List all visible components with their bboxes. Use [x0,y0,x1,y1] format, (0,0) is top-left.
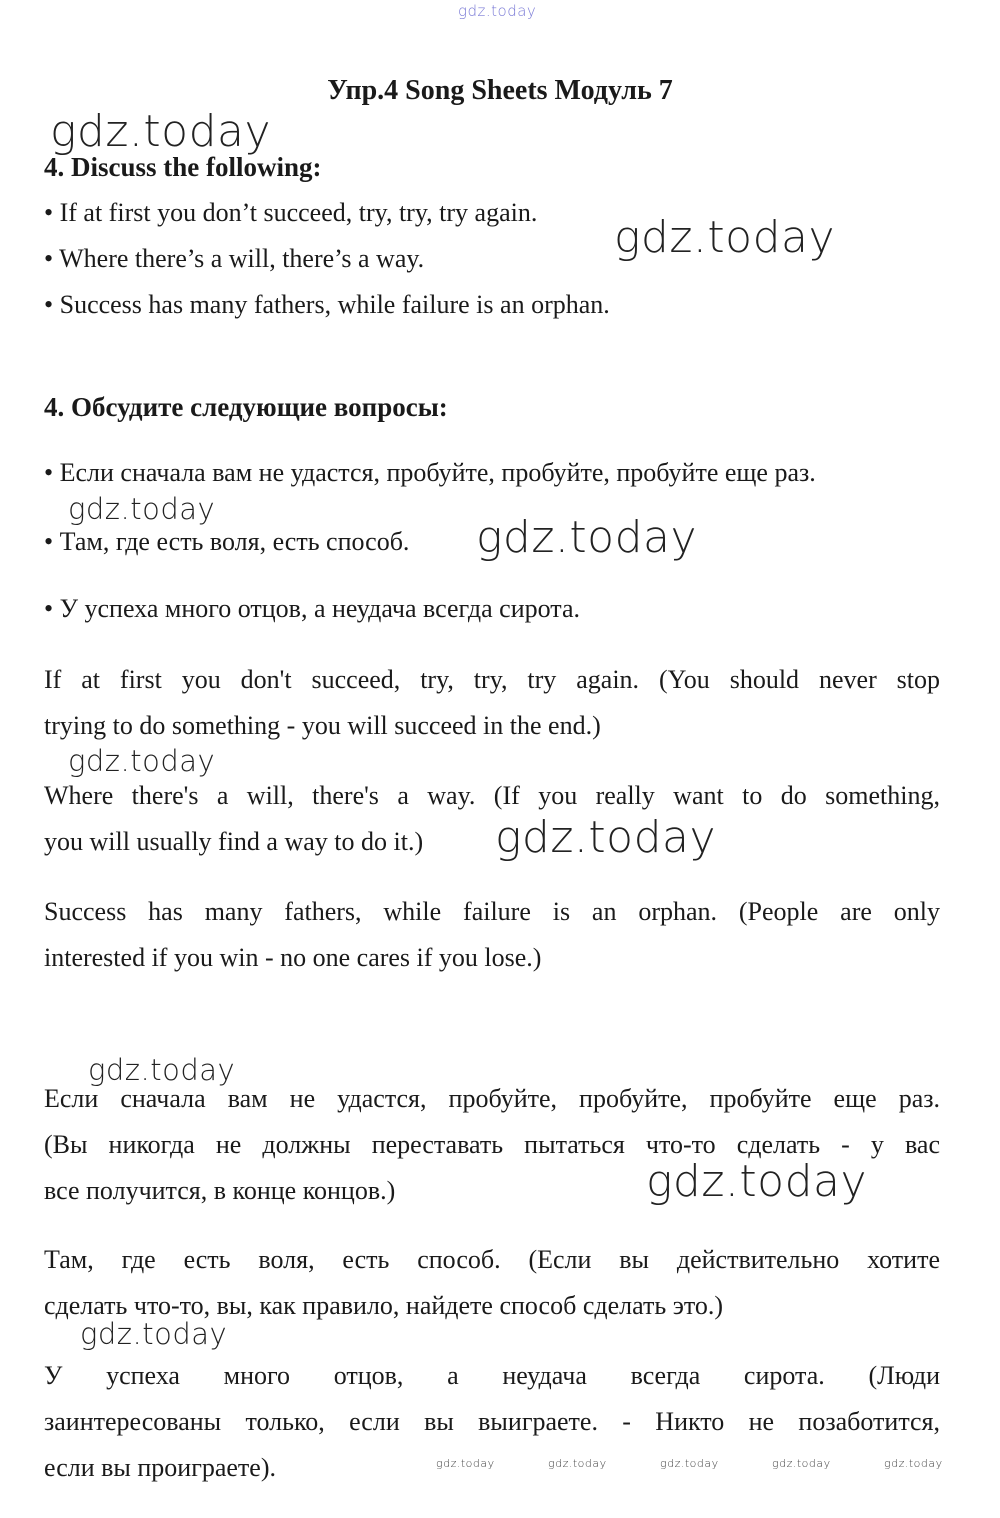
watermark-8: gdz.today [646,1156,868,1207]
watermark-5: gdz.today [68,744,216,778]
russian-answer-3 [44,1353,940,1491]
russian-answer-2 [44,1237,940,1329]
watermark-footer-3: gdz.today [660,1457,719,1470]
english-bullet-2: • Where there’s a will, there’s a way. [44,244,425,273]
russian-answer-3-line-1: У успеха много отцов, а неудача всегда сирота. (Люди [44,1361,940,1390]
english-bullet-1: • If at first you don’t succeed, try, try, try again. [44,198,538,227]
watermark-7: gdz.today [88,1053,236,1087]
english-answer-2 [44,773,940,865]
watermark-footer-1: gdz.today [436,1457,495,1470]
english-answer-1 [44,657,940,749]
english-answer-3 [44,889,940,981]
russian-answer-1 [44,1076,940,1214]
russian-heading: 4. Обсудите следующие вопросы: [44,392,448,422]
russian-bullet-1: • Если сначала вам не удастся, пробуйте, пробуйте, пробуйте еще раз. [44,458,816,487]
watermark-1: gdz.today [50,106,272,157]
russian-answer-1-line-2: (Вы никогда не должны переставать пытаться что-то сделать - у вас [44,1130,940,1159]
russian-answer-2-line-2: сделать что-то, вы, как правило, найдете способ сделать это.) [44,1291,724,1320]
english-answer-1-line-1: If at first you don't succeed, try, try, try again. (You should never stop [44,665,940,694]
russian-answer-1-line-3: все получится, в конце концов.) [44,1176,396,1205]
english-answer-2-line-2: you will usually find a way to do it.) [44,827,424,856]
russian-answer-3-line-2: заинтересованы только, если вы выиграете. - Никто не позаботится, [44,1407,940,1436]
watermark-footer-5: gdz.today [884,1457,943,1470]
english-answer-1-line-2: trying to do something - you will succeed in the end.) [44,711,601,740]
watermark-top: gdz.today [458,2,537,20]
watermark-3: gdz.today [68,492,216,526]
russian-bullet-3: • У успеха много отцов, а неудача всегда сирота. [44,594,580,623]
watermark-footer-2: gdz.today [548,1457,607,1470]
watermark-4: gdz.today [476,512,698,563]
english-answer-3-line-2: interested if you win - no one cares if you lose.) [44,943,542,972]
english-bullet-3: • Success has many fathers, while failure is an orphan. [44,290,610,319]
watermark-6: gdz.today [495,812,717,863]
watermark-9: gdz.today [80,1317,228,1351]
page-title: Упр.4 Song Sheets Модуль 7 [327,75,673,106]
russian-answer-1-line-1: Если сначала вам не удастся, пробуйте, пробуйте, пробуйте еще раз. [44,1084,940,1113]
watermark-footer-4: gdz.today [772,1457,831,1470]
russian-answer-2-line-1: Там, где есть воля, есть способ. (Если вы действительно хотите [44,1245,940,1274]
english-answer-3-line-1: Success has many fathers, while failure is an orphan. (People are only [44,897,940,926]
english-answer-2-line-1: Where there's a will, there's a way. (If you really want to do something, [44,781,940,810]
russian-answer-3-line-3: если вы проиграете). [44,1453,276,1482]
russian-bullet-2: • Там, где есть воля, есть способ. [44,527,410,556]
english-heading: 4. Discuss the following: [44,152,322,182]
watermark-2: gdz.today [614,212,836,263]
